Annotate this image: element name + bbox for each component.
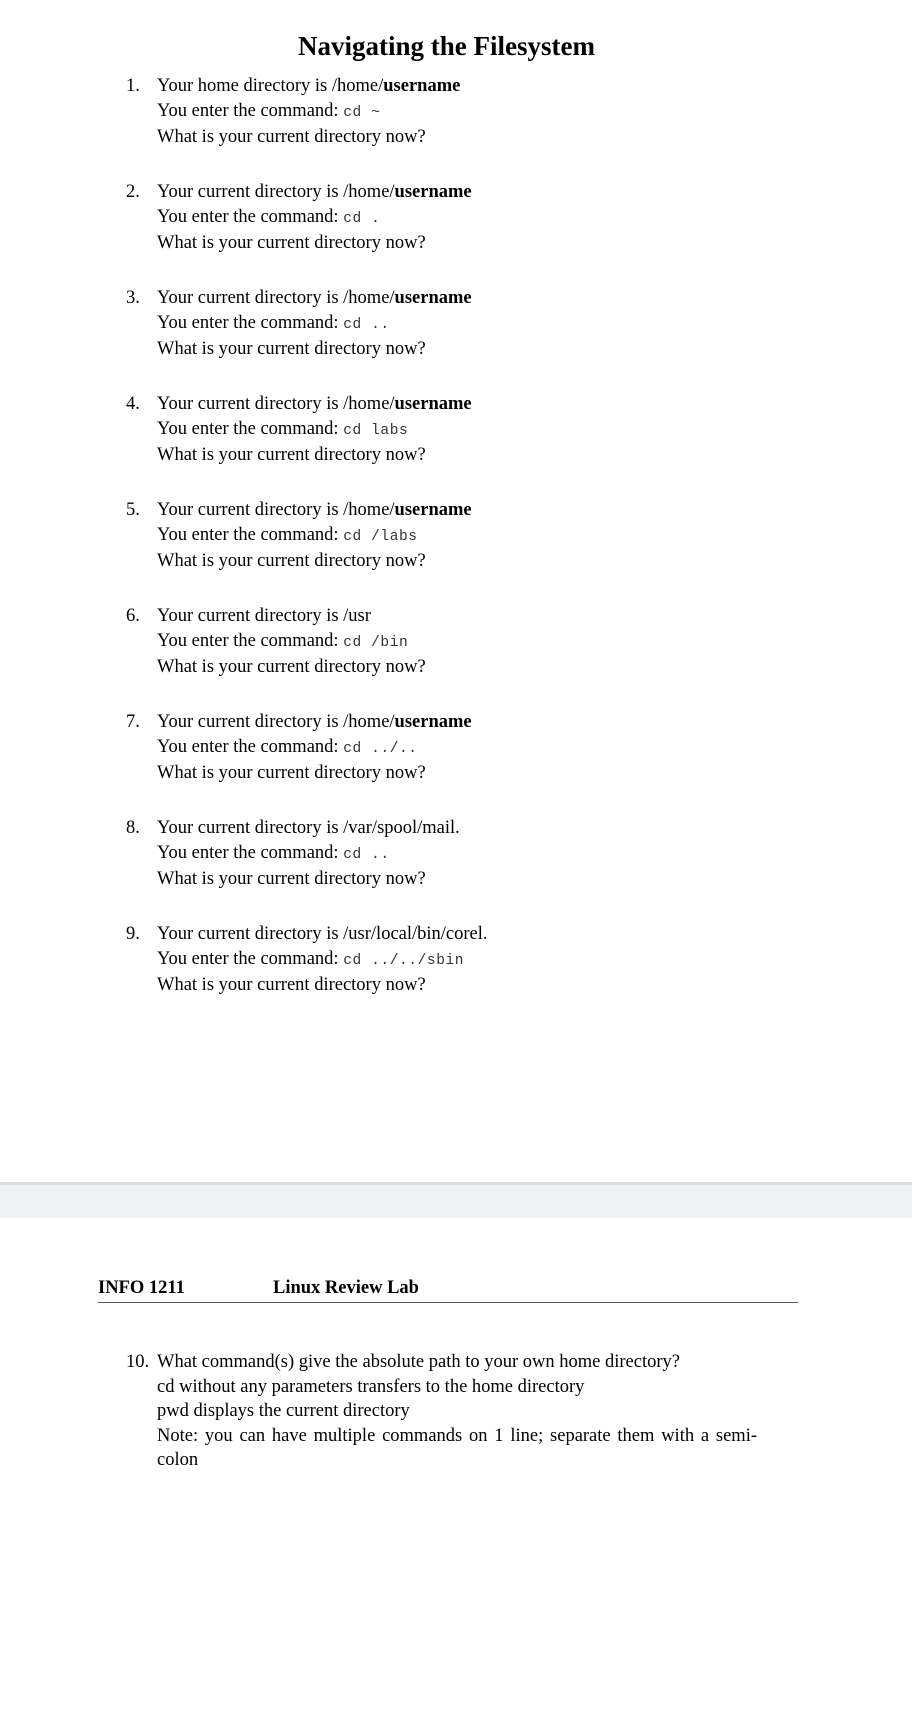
directory-text: Your current directory is /usr <box>157 606 371 626</box>
command-label: You enter the command: <box>157 418 344 439</box>
command-line <box>157 311 857 338</box>
command-line <box>157 841 857 868</box>
question-number: 10. <box>126 1352 150 1372</box>
directory-text: Your current directory is /home/ <box>157 394 395 414</box>
question-text: What is your current directory now? <box>157 975 426 995</box>
command-line <box>157 99 857 126</box>
question-item <box>0 816 912 922</box>
directory-text: Your current directory is /home/ <box>157 182 395 202</box>
question-body <box>157 392 857 468</box>
username-text: username <box>394 182 472 202</box>
lab-name: Linux Review Lab <box>273 1278 419 1298</box>
command-code: cd /bin <box>343 634 409 651</box>
question-number: 8. <box>126 818 140 838</box>
question-list <box>0 74 912 1028</box>
page-title: Navigating the Filesystem <box>298 31 595 61</box>
question-number: 7. <box>126 712 140 732</box>
question-number: 1. <box>126 76 140 96</box>
course-code: INFO 1211 <box>98 1278 185 1298</box>
directory-text: Your home directory is /home/ <box>157 76 384 96</box>
command-code: cd labs <box>343 422 409 439</box>
command-line <box>157 417 857 444</box>
document-page-2 <box>0 1218 912 1717</box>
question-body <box>157 498 857 574</box>
directory-line <box>157 392 857 417</box>
directory-line <box>157 922 857 947</box>
answer-line-cd: cd without any parameters transfers to the home directory <box>157 1376 585 1397</box>
page-separator <box>0 1182 912 1218</box>
question-body <box>157 604 857 680</box>
question-body <box>157 180 857 256</box>
directory-line <box>157 710 857 735</box>
page-header <box>98 1276 798 1303</box>
question-item <box>0 286 912 392</box>
question-body <box>157 922 857 998</box>
directory-line <box>157 180 857 205</box>
command-label: You enter the command: <box>157 630 344 651</box>
username-text: username <box>394 394 472 414</box>
question-text: What is your current directory now? <box>157 339 426 359</box>
question-text: What command(s) give the absolute path to your own home directory? <box>157 1352 680 1372</box>
question-number: 3. <box>126 288 140 308</box>
question-number: 5. <box>126 500 140 520</box>
command-code: cd .. <box>343 846 390 863</box>
question-body <box>157 1350 757 1473</box>
question-text: What is your current directory now? <box>157 445 426 465</box>
command-label: You enter the command: <box>157 312 344 333</box>
question-number: 4. <box>126 394 140 414</box>
question-body <box>157 816 857 892</box>
username-text: username <box>394 288 472 308</box>
command-line <box>157 629 857 656</box>
command-code: cd . <box>343 210 381 227</box>
directory-text: Your current directory is /var/spool/mail. <box>157 818 460 838</box>
directory-line <box>157 498 857 523</box>
directory-text: Your current directory is /usr/local/bin/corel. <box>157 924 488 944</box>
note-text: Note: you can have multiple commands on 1 line; separate them with a semi-colon <box>157 1425 757 1470</box>
question-item <box>0 710 912 816</box>
username-text: username <box>383 76 461 96</box>
command-line <box>157 947 857 974</box>
directory-text: Your current directory is /home/ <box>157 712 395 732</box>
command-code: cd /labs <box>343 528 418 545</box>
question-item <box>0 392 912 498</box>
question-text: What is your current directory now? <box>157 233 426 253</box>
answer-line-pwd: pwd displays the current directory <box>157 1401 410 1421</box>
question-body <box>157 74 857 150</box>
command-code: cd ../.. <box>343 740 418 757</box>
question-body <box>157 286 857 362</box>
question-item <box>0 922 912 1028</box>
question-item <box>0 498 912 604</box>
command-code: cd ../../sbin <box>343 952 465 969</box>
question-body <box>157 710 857 786</box>
directory-line <box>157 604 857 629</box>
directory-line <box>157 286 857 311</box>
question-text: What is your current directory now? <box>157 763 426 783</box>
command-line <box>157 523 857 550</box>
command-code: cd .. <box>343 316 390 333</box>
directory-text: Your current directory is /home/ <box>157 500 395 520</box>
command-label: You enter the command: <box>157 524 344 545</box>
command-label: You enter the command: <box>157 206 344 227</box>
question-text: What is your current directory now? <box>157 869 426 889</box>
question-text: What is your current directory now? <box>157 127 426 147</box>
question-item <box>0 180 912 286</box>
question-number: 2. <box>126 182 140 202</box>
question-text: What is your current directory now? <box>157 657 426 677</box>
command-line <box>157 205 857 232</box>
question-text: What is your current directory now? <box>157 551 426 571</box>
command-label: You enter the command: <box>157 736 344 757</box>
question-number: 6. <box>126 606 140 626</box>
question-number: 9. <box>126 924 140 944</box>
command-code: cd ~ <box>343 104 381 121</box>
command-label: You enter the command: <box>157 948 344 969</box>
username-text: username <box>394 500 472 520</box>
question-item <box>0 604 912 710</box>
question-item <box>0 74 912 180</box>
directory-text: Your current directory is /home/ <box>157 288 395 308</box>
username-text: username <box>394 712 472 732</box>
command-label: You enter the command: <box>157 842 344 863</box>
directory-line <box>157 74 857 99</box>
command-label: You enter the command: <box>157 100 344 121</box>
directory-line <box>157 816 857 841</box>
command-line <box>157 735 857 762</box>
